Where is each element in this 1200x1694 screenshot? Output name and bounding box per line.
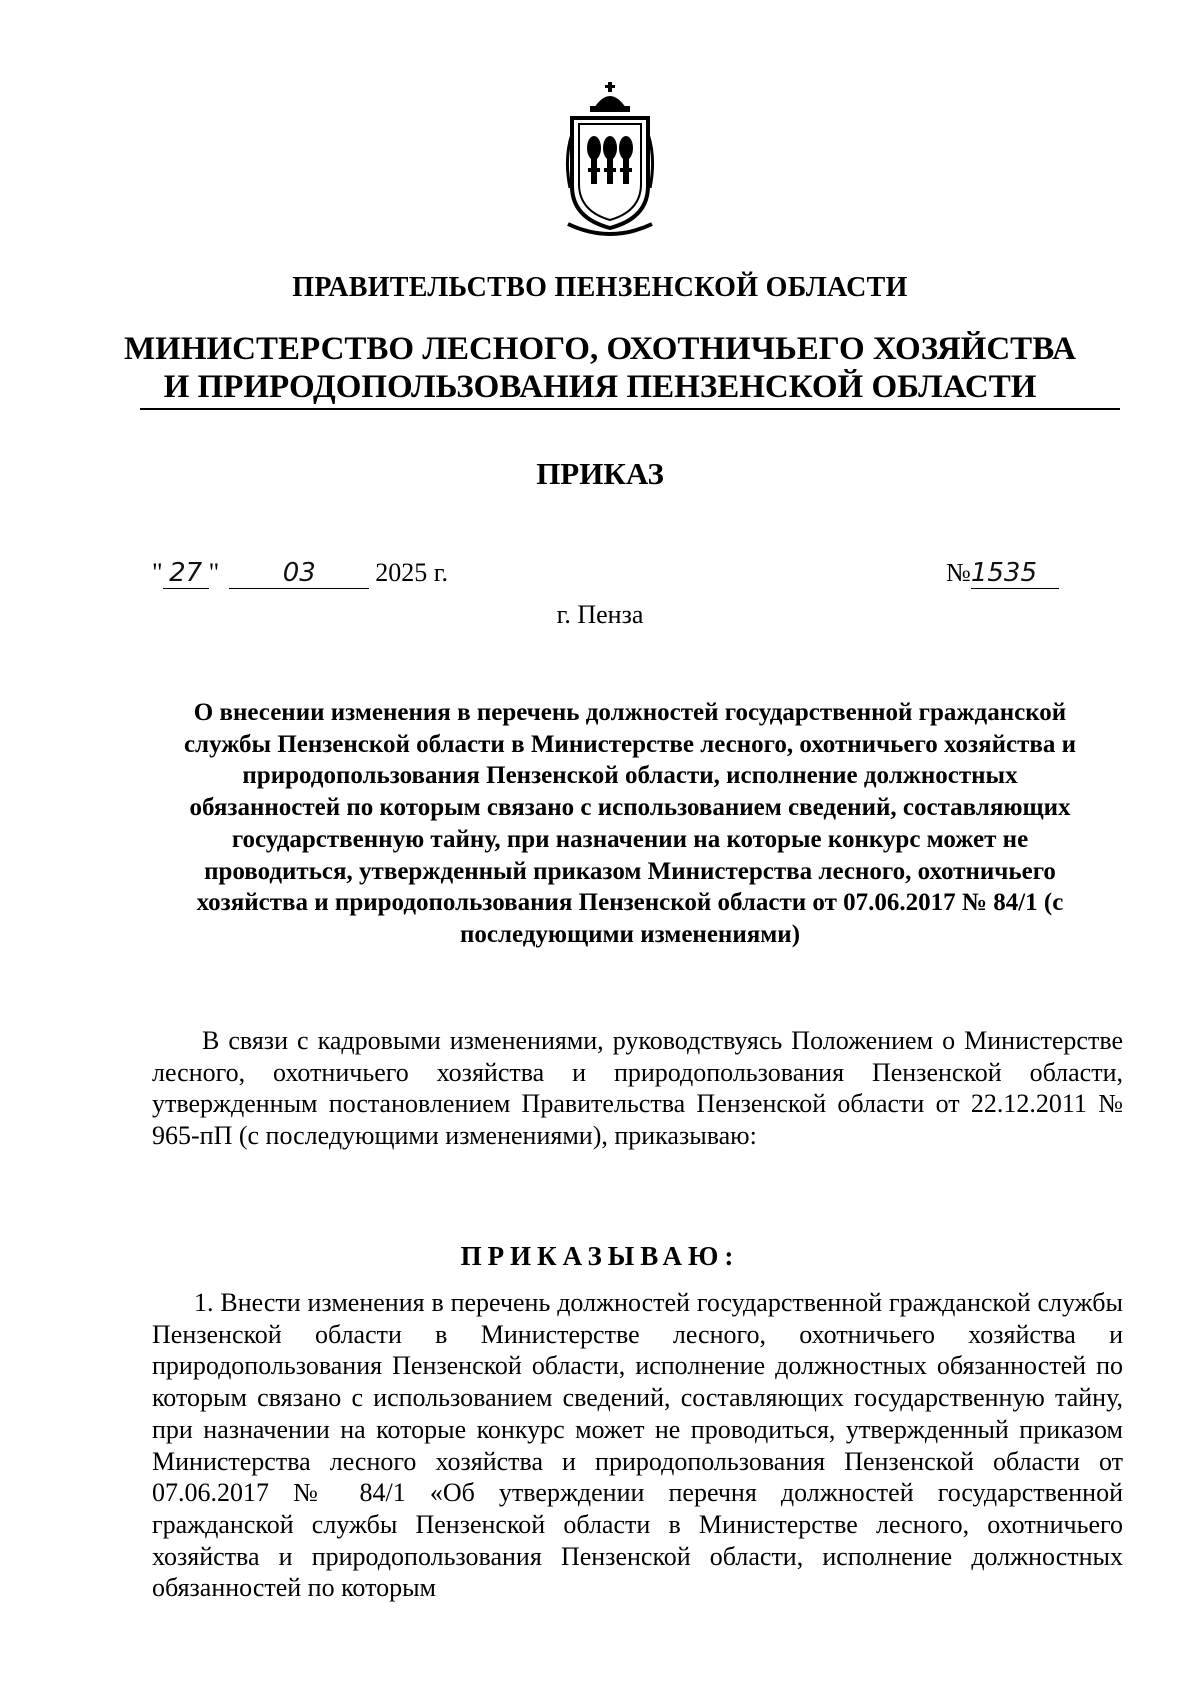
document-city: г. Пенза [556,600,644,629]
header-divider [140,408,1120,410]
coat-of-arms-icon [564,78,656,240]
order-item-1: 1. Внести изменения в перечень должностей государственной гражданской службы Пензенской области в Министерстве лесного, охотничьего хозяйства и природопользования Пензенской области, исполнение должностных обязанностей по которым связано с использованием сведений, составляющих государственную тайну, при назначении на которые конкурс может не проводиться, утвержденный приказом Министерства лесного хозяйства и природопользования Пензенской области от 07.06.2017 № 84/1 «Об утверждении перечня должностей государственной гражданской службы Пензенской области в Министерстве лесного, охотничьего хозяйства и природопользования Пензенской области, исполнение должностных обязанностей по которым [152,1288,1123,1603]
ministry-title-line2: И ПРИРОДОПОЛЬЗОВАНИЯ ПЕНЗЕНСКОЙ ОБЛАСТИ [163,369,1037,405]
preamble-paragraph: В связи с кадровыми изменениями, руководствуясь Положением о Министерстве лесного, охотничьего хозяйства и природопользования Пензенской области, утвержденным постановлением Правительства Пензенской области от 22.12.2011 № 965-пП (с последующими изменениями), приказываю: [152,1026,1123,1151]
document-date [152,558,448,589]
document-type: ПРИКАЗ [536,456,664,491]
document-number [946,558,1059,589]
number-value: 1535 [971,558,1059,589]
date-year: 2025 г. [375,558,448,587]
number-label: № [946,558,971,587]
order-heading: ПРИКАЗЫВАЮ: [460,1241,740,1271]
ministry-title [0,330,1200,406]
date-day: 27 [163,558,209,589]
document-subject: О внесении изменения в перечень должностей государственной гражданской службы Пензенской области в Министерстве лесного, охотничьего хозяйства и природопользования Пензенской области, исполнение должностных обязанностей по которым связано с использованием сведений, составляющих государственную тайну, при назначении на которые конкурс может не проводиться, утвержденный приказом Министерства лесного, охотничьего хозяйства и природопользования Пензенской области от 07.06.2017 № 84/1 (с последующими изменениями) [183,699,1077,948]
date-quote-open: " [152,558,163,587]
date-quote-close: " [208,558,220,587]
date-month: 03 [229,558,369,589]
ministry-title-line1: МИНИСТЕРСТВО ЛЕСНОГО, ОХОТНИЧЬЕГО ХОЗЯЙСТВА [124,331,1076,367]
government-title: ПРАВИТЕЛЬСТВО ПЕНЗЕНСКОЙ ОБЛАСТИ [292,272,908,303]
